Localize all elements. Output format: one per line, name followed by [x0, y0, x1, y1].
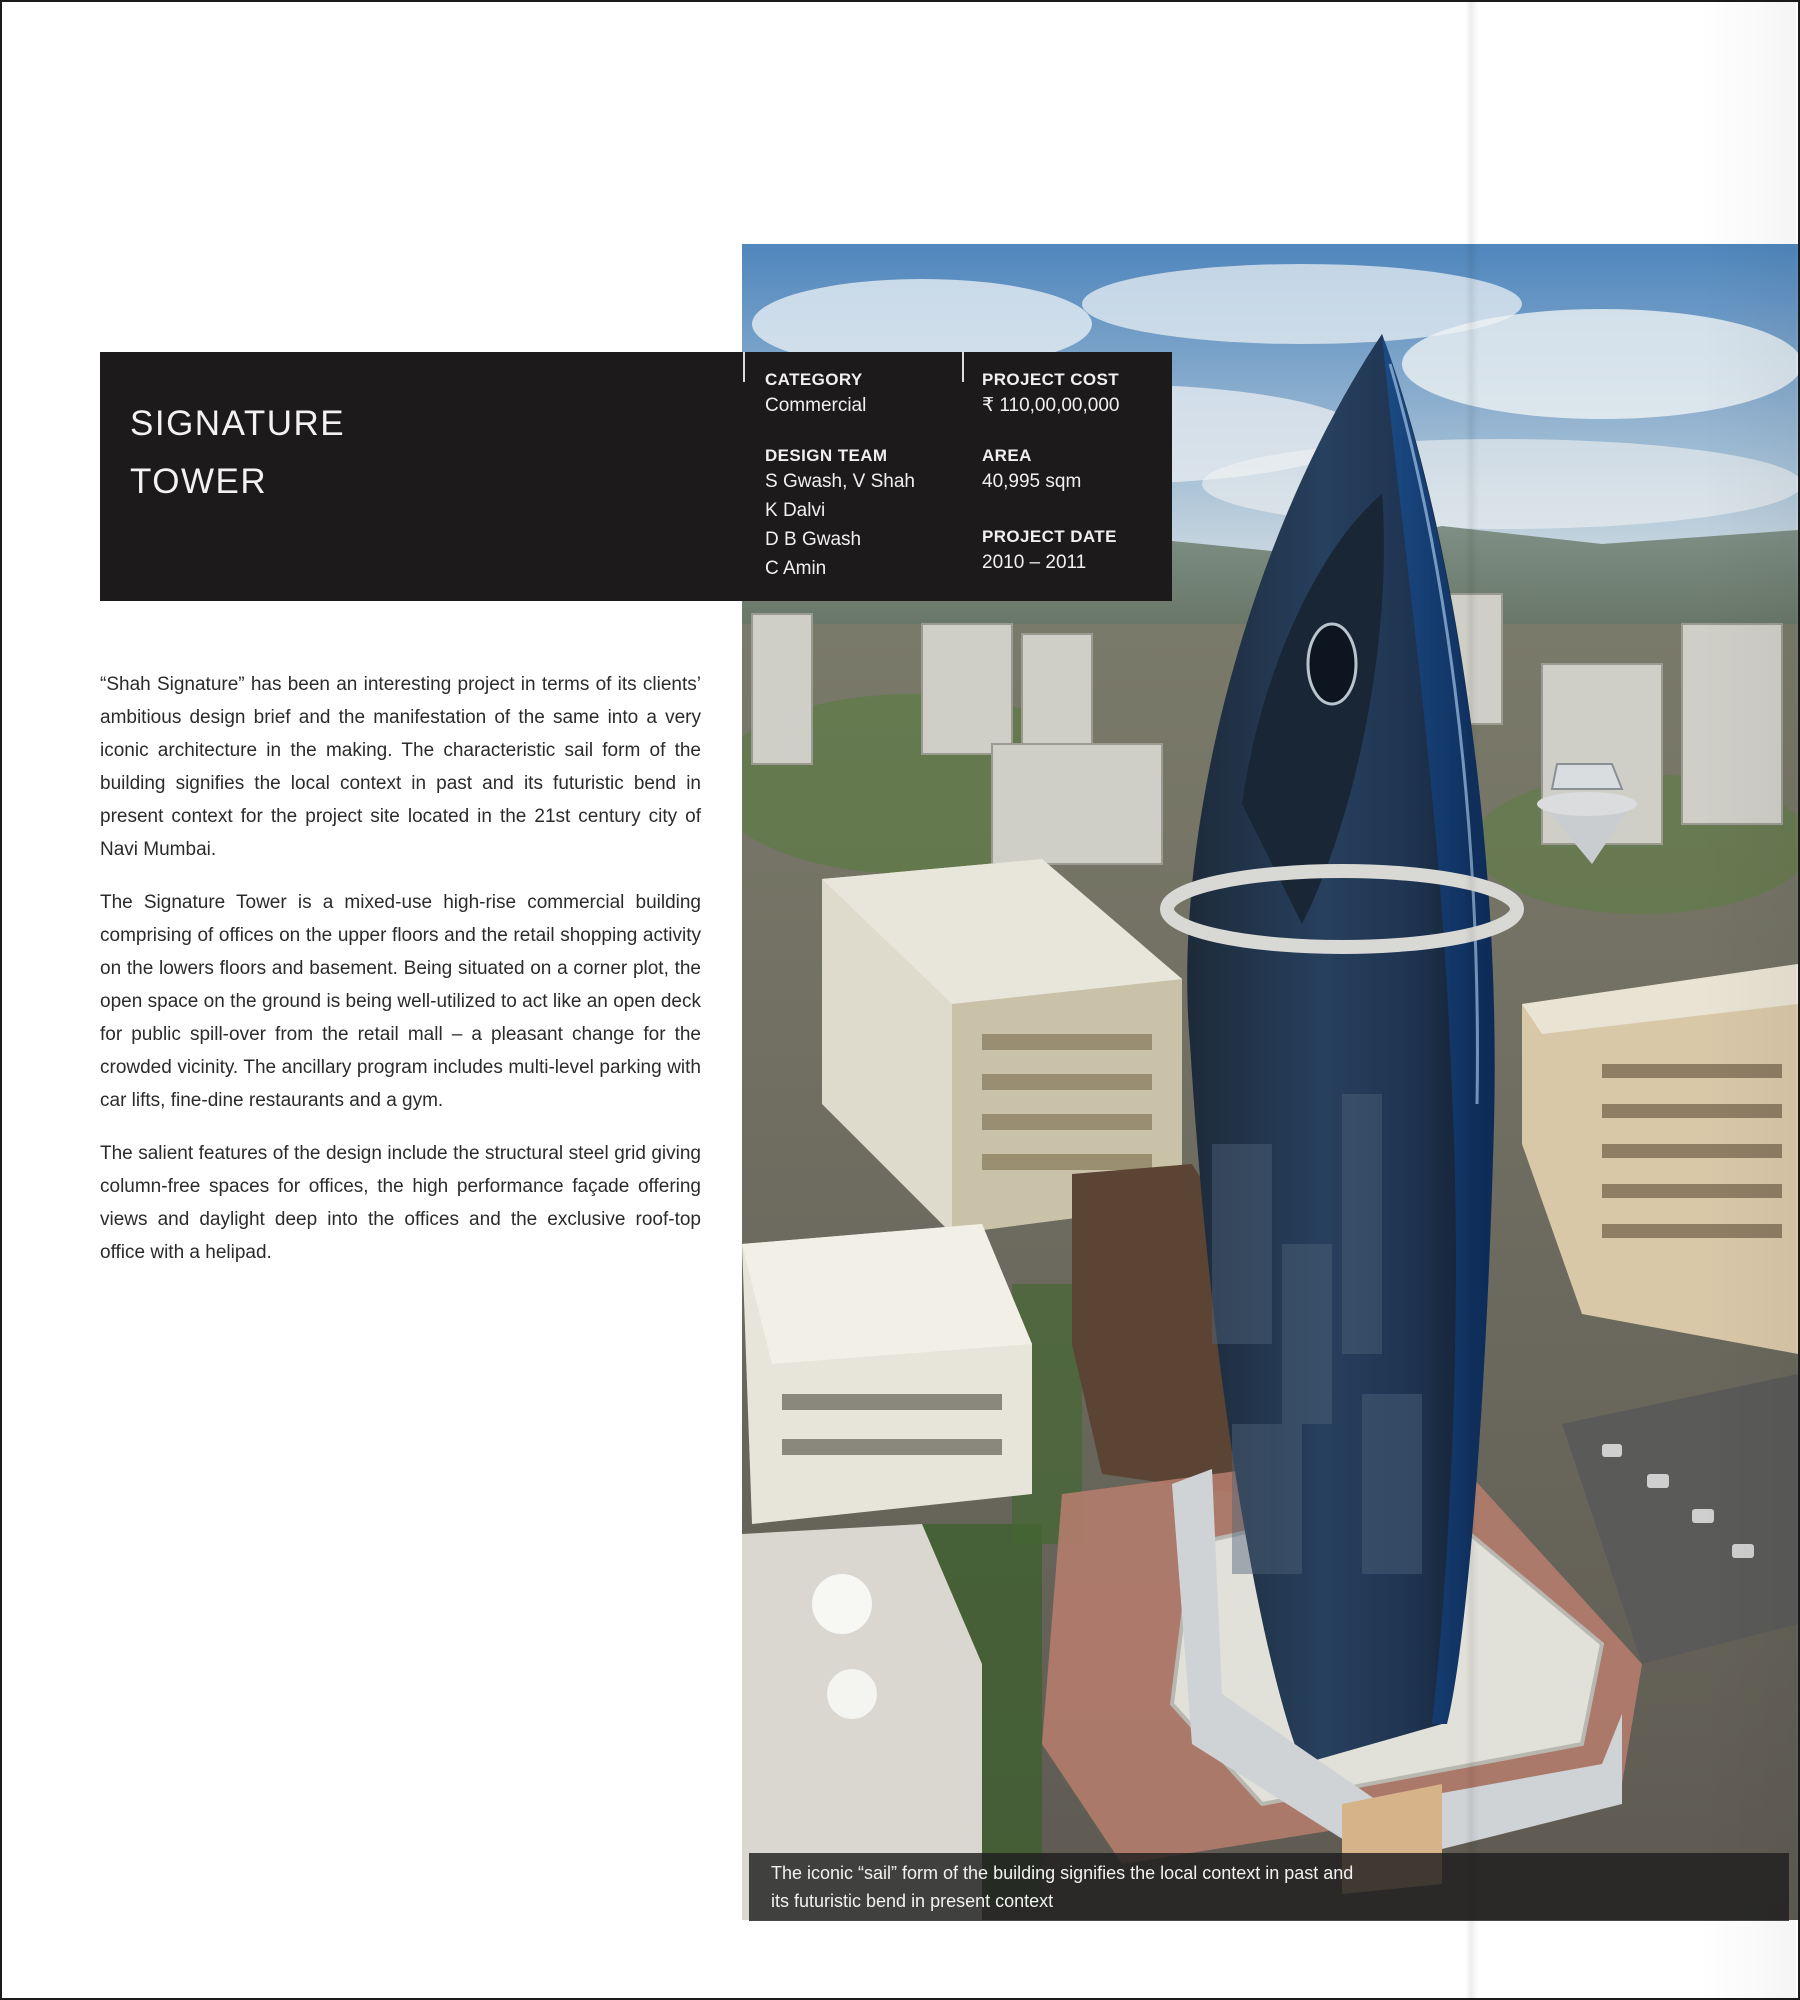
project-description [100, 668, 701, 1289]
design-team-label: DESIGN TEAM [765, 446, 888, 465]
column-divider [962, 352, 964, 382]
category-value: Commercial [765, 395, 867, 416]
category-label: CATEGORY [765, 370, 863, 389]
image-caption-bar [749, 1853, 1789, 1921]
area-value: 40,995 sqm [982, 471, 1082, 492]
details-column-left [765, 369, 915, 583]
description-paragraph: The Signature Tower is a mixed-use high-rise commercial building comprising of offices on the upper floors and the retail shopping activity on the lowers floors and basement. Being situated on a corner plot, the open space on the ground is being well-utilized to act like an open deck for public spill-over from the retail mall – a pleasant change for the crowded vicinity. The ancillary program includes multi-level parking with car lifts, fine-dine restaurants and a gym. [100, 892, 701, 1111]
column-divider [743, 352, 745, 382]
image-caption: The iconic “sail” form of the building signifies the local context in past and its futuristic bend in present context [771, 1863, 1354, 1911]
description-paragraph: The salient features of the design include the structural steel grid giving column-free spaces for offices, the high performance façade offering views and daylight deep into the offices and the exclusive roof-top office with a helipad. [100, 1143, 701, 1263]
project-date-label: PROJECT DATE [982, 527, 1117, 546]
details-column-right [982, 369, 1119, 577]
project-date-value: 2010 – 2011 [982, 552, 1087, 573]
area-label: AREA [982, 446, 1032, 465]
project-title-line-2: TOWER [130, 462, 268, 501]
project-title-line-1: SIGNATURE [130, 404, 346, 443]
design-team-member: D B Gwash [765, 529, 862, 550]
page-edge-shade [1700, 0, 1796, 2000]
project-cost-label: PROJECT COST [982, 370, 1120, 389]
project-info-banner [100, 352, 1172, 601]
page-fold-shadow [1465, 0, 1479, 2000]
design-team-member: S Gwash, V Shah [765, 471, 915, 492]
description-paragraph: “Shah Signature” has been an interesting project in terms of its clients’ ambitious design brief and the manifestation of the same into a very iconic architecture in the making. The characteristic sail form of the building signifies the local context in past and its futuristic bend in present context for the project site located in the 21st century city of Navi Mumbai. [100, 674, 701, 860]
design-team-member: C Amin [765, 558, 827, 579]
project-cost-value: ₹ 110,00,00,000 [982, 395, 1120, 416]
design-team-member: K Dalvi [765, 500, 826, 521]
